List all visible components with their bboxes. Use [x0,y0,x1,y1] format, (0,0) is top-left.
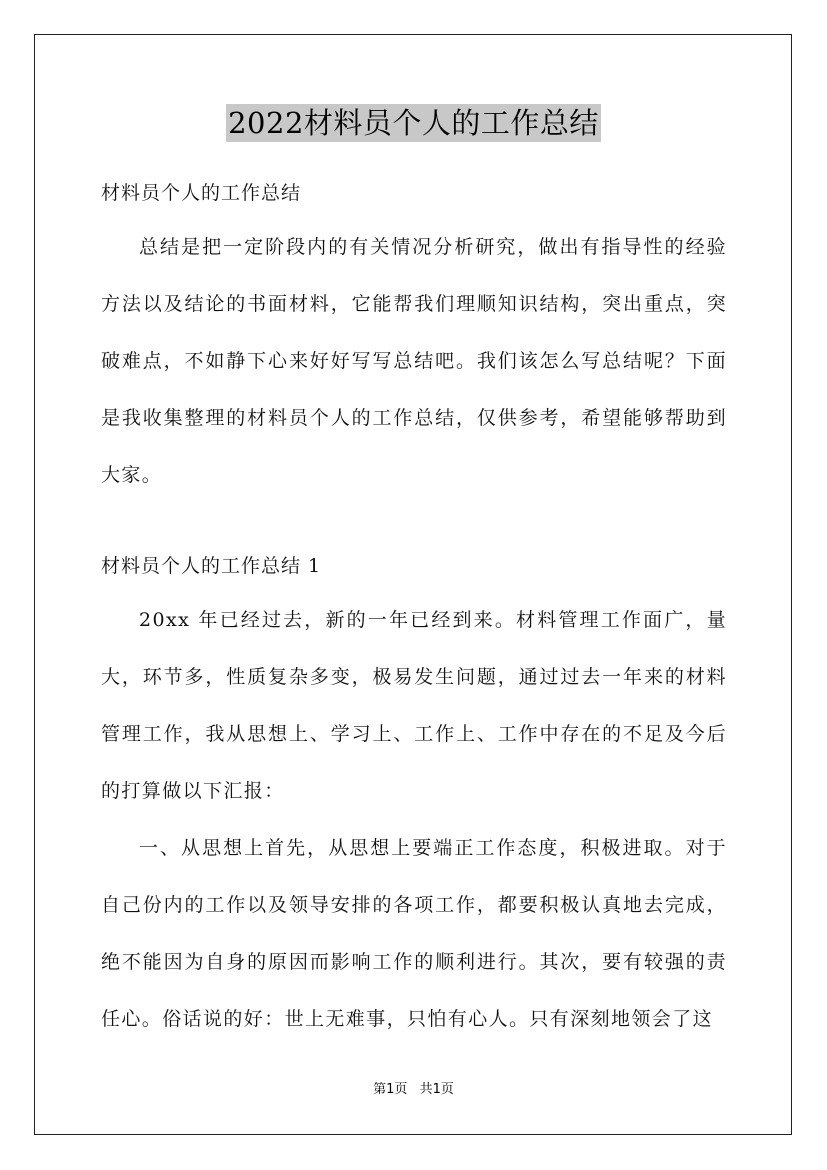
page-current-label: 第1页 [373,1082,408,1097]
section-paragraph-2: 一、从思想上首先，从思想上要端正工作态度，积极进取。对于自己份内的工作以及领导安排的各项工作，都要积极认真地去完成，绝不能因为自身的原因而影响工作的顺利进行。其次，要有较强的责任心。俗话说的好：世上无难事，只怕有心人。只有深刻地领会了这 [101,837,727,1030]
section-spacer [101,504,727,546]
section-heading: 材料员个人的工作总结 1 [101,555,322,577]
document-body [101,173,727,1048]
section-paragraph-1: 20xx 年已经过去，新的一年已经到来。材料管理工作面广，量大，环节多，性质复杂多变，极易发生问题，通过过去一年来的材料管理工作，我从思想上、学习上、工作上、工作中存在的不足及今后的打算做以下汇报： [101,609,727,802]
page-footer [0,1081,827,1099]
document-title: 2022材料员个人的工作总结 [228,106,599,140]
intro-heading: 材料员个人的工作总结 [101,182,302,204]
intro-paragraph: 总结是把一定阶段内的有关情况分析研究，做出有指导性的经验方法以及结论的书面材料，它能帮我们理顺知识结构，突出重点，突破难点，不如静下心来好好写写总结吧。我们该怎么写总结呢？下面是我收集整理的材料员个人的工作总结，仅供参考，希望能够帮助到大家。 [101,236,727,486]
title-container [0,104,827,142]
page-total-label: 共1页 [419,1082,454,1097]
